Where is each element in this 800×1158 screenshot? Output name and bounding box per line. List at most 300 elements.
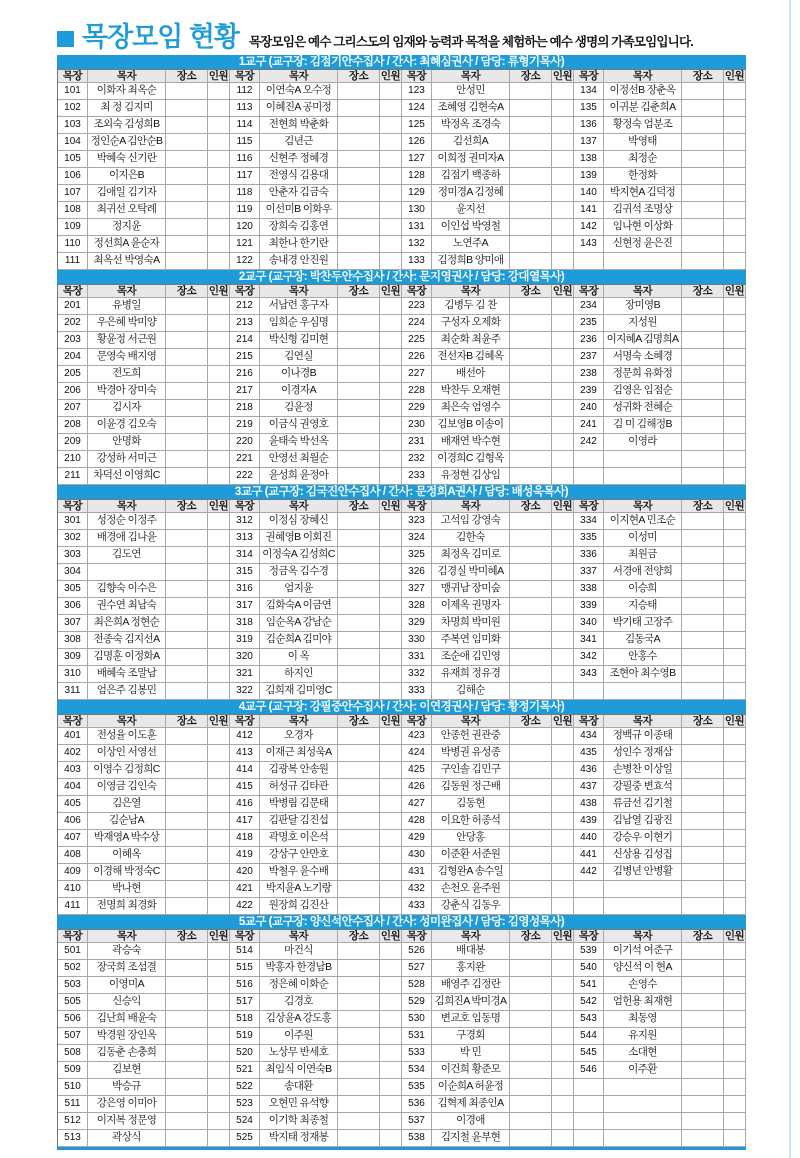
cell-place [166, 847, 208, 864]
cell-no: 225 [402, 332, 432, 349]
cell-name: 최정순 [604, 151, 682, 168]
cell-name: 전종숙 김지선A [88, 632, 166, 649]
cell-count [380, 117, 402, 134]
cell-place [682, 1045, 724, 1062]
cell-place [338, 1045, 380, 1062]
cell-place [510, 451, 552, 468]
cell-name: 조외숙 김성희B [88, 117, 166, 134]
column-header-name: 목자 [260, 715, 338, 728]
cell-place [338, 253, 380, 270]
column-header-place: 장소 [166, 715, 208, 728]
cell-no: 414 [230, 762, 260, 779]
cell-count [552, 219, 574, 236]
column-header-place: 장소 [682, 500, 724, 513]
cell-no: 233 [402, 468, 432, 485]
cell-name: 이귀분 김춘희A [604, 100, 682, 117]
cell-count [380, 649, 402, 666]
cell-no: 221 [230, 451, 260, 468]
cell-count [552, 830, 574, 847]
cell-place [166, 168, 208, 185]
cell-place [682, 236, 724, 253]
cell-no: 428 [402, 813, 432, 830]
cell-place [510, 151, 552, 168]
cell-no: 540 [574, 960, 604, 977]
cell-no: 312 [230, 513, 260, 530]
cell-count [724, 185, 746, 202]
cell-count [208, 830, 230, 847]
cell-place [682, 332, 724, 349]
cell-name: 박지현A 김덕정 [604, 185, 682, 202]
cell-no: 514 [230, 943, 260, 960]
cell-place [510, 349, 552, 366]
cell-count [208, 779, 230, 796]
cell-place [338, 1011, 380, 1028]
cell-count [724, 830, 746, 847]
cell-name: 김지철 윤부현 [432, 1130, 510, 1147]
cell-name: 안종헌 권관중 [432, 728, 510, 745]
cell-no: 409 [58, 864, 88, 881]
column-header-place: 장소 [166, 500, 208, 513]
cell-name: 서경애 전양희 [604, 564, 682, 581]
cell-place [682, 864, 724, 881]
column-header-count: 인원 [380, 70, 401, 82]
column-header-no: 목장 [402, 70, 432, 83]
cell-count [724, 468, 746, 485]
cell-name: 주복연 임미화 [432, 632, 510, 649]
cell-place [338, 1130, 380, 1147]
cell-no: 139 [574, 168, 604, 185]
cell-name: 이요한 허종석 [432, 813, 510, 830]
cell-count [552, 977, 574, 994]
cell-no: 103 [58, 117, 88, 134]
cell-place [682, 762, 724, 779]
cell-name: 정미경A 김정혜 [432, 185, 510, 202]
column-header-name: 목자 [432, 70, 510, 83]
cell-count [208, 796, 230, 813]
column-header-place: 장소 [682, 715, 724, 728]
cell-no: 422 [230, 898, 260, 915]
cell-count [724, 864, 746, 881]
cell-name: 김경실 박미혜A [432, 564, 510, 581]
cell-no: 203 [58, 332, 88, 349]
cell-name: 김순남A [88, 813, 166, 830]
cell-no: 240 [574, 400, 604, 417]
cell-name: 김상윤A 강도홍 [260, 1011, 338, 1028]
cell-no: 330 [402, 632, 432, 649]
cell-place [166, 1130, 208, 1147]
cell-name: 이영수 김정희C [88, 762, 166, 779]
sections-container [57, 55, 746, 1147]
cell-place [682, 977, 724, 994]
cell-no: 301 [58, 513, 88, 530]
cell-no: 228 [402, 383, 432, 400]
cell-count [208, 615, 230, 632]
cell-count [552, 530, 574, 547]
cell-count [380, 547, 402, 564]
cell-no [574, 1096, 604, 1113]
cell-no: 507 [58, 1028, 88, 1045]
cell-place [510, 298, 552, 315]
cell-no: 419 [230, 847, 260, 864]
cell-name: 조현아 최수영B [604, 666, 682, 683]
cell-count [552, 632, 574, 649]
cell-name: 맹귀남 장미숲 [432, 581, 510, 598]
cell-place [338, 994, 380, 1011]
cell-no: 418 [230, 830, 260, 847]
cell-place [510, 960, 552, 977]
cell-no: 237 [574, 349, 604, 366]
cell-no: 201 [58, 298, 88, 315]
cell-name: 강성하 서미근 [88, 451, 166, 468]
cell-no: 325 [402, 547, 432, 564]
title-row [57, 14, 746, 52]
cell-count [724, 168, 746, 185]
cell-place [338, 134, 380, 151]
cell-no: 420 [230, 864, 260, 881]
column-header-count: 인원 [208, 500, 229, 512]
cell-count [208, 1096, 230, 1113]
cell-place [682, 100, 724, 117]
cell-name: 이선미B 이화우 [260, 202, 338, 219]
cell-count [380, 451, 402, 468]
cell-name: 박기태 고장주 [604, 615, 682, 632]
cell-name: 노연주A [432, 236, 510, 253]
cell-no: 137 [574, 134, 604, 151]
cell-no [574, 451, 604, 468]
cell-count [208, 100, 230, 117]
cell-no: 319 [230, 632, 260, 649]
cell-place [510, 434, 552, 451]
cell-place [338, 168, 380, 185]
cell-count [380, 417, 402, 434]
cell-no: 429 [402, 830, 432, 847]
cell-place [166, 400, 208, 417]
cell-count [724, 349, 746, 366]
cell-count [552, 100, 574, 117]
column-header-name: 목자 [604, 715, 682, 728]
cell-count [380, 100, 402, 117]
cell-name: 우은혜 박미양 [88, 315, 166, 332]
column-header-no: 목장 [402, 500, 432, 513]
cell-count [208, 298, 230, 315]
cell-count [380, 1130, 402, 1147]
cell-name: 박혜숙 신기란 [88, 151, 166, 168]
cell-name: 박신형 김미현 [260, 332, 338, 349]
cell-place [338, 960, 380, 977]
cell-no: 537 [402, 1113, 432, 1130]
cell-count [552, 468, 574, 485]
cell-count [380, 83, 402, 100]
cell-place [166, 1045, 208, 1062]
cell-no: 242 [574, 434, 604, 451]
cell-no: 434 [574, 728, 604, 745]
cell-count [208, 564, 230, 581]
cell-name: 신상용 김성집 [604, 847, 682, 864]
cell-place [510, 185, 552, 202]
cell-count [724, 632, 746, 649]
column-header-place: 장소 [166, 285, 208, 298]
cell-no: 323 [402, 513, 432, 530]
cell-name: 임희순 우심명 [260, 315, 338, 332]
column-header-place: 장소 [338, 500, 380, 513]
cell-no: 535 [402, 1079, 432, 1096]
cell-no: 426 [402, 779, 432, 796]
cell-place [166, 468, 208, 485]
column-header-place: 장소 [510, 930, 552, 943]
cell-no: 326 [402, 564, 432, 581]
cell-place [510, 168, 552, 185]
cell-place [682, 813, 724, 830]
cell-place [682, 134, 724, 151]
cell-count [208, 649, 230, 666]
cell-count [724, 666, 746, 683]
cell-count [724, 1113, 746, 1130]
cell-count [380, 253, 402, 270]
cell-name: 전명희 최경화 [88, 898, 166, 915]
cell-place [338, 219, 380, 236]
cell-name [604, 898, 682, 915]
cell-count [724, 298, 746, 315]
cell-name: 전선자B 김혜옥 [432, 349, 510, 366]
cell-name: 오현민 유석향 [260, 1096, 338, 1113]
cell-count [208, 253, 230, 270]
cell-count [552, 960, 574, 977]
cell-no: 431 [402, 864, 432, 881]
column-header-count: 인원 [380, 715, 401, 727]
cell-place [510, 468, 552, 485]
cell-name: 이경애 [432, 1113, 510, 1130]
cell-place [338, 847, 380, 864]
cell-name: 최한나 한기란 [260, 236, 338, 253]
cell-place [510, 779, 552, 796]
cell-no: 140 [574, 185, 604, 202]
cell-no: 515 [230, 960, 260, 977]
cell-name: 김남열 김광진 [604, 813, 682, 830]
cell-no: 212 [230, 298, 260, 315]
cell-no: 235 [574, 315, 604, 332]
cell-no: 130 [402, 202, 432, 219]
cell-name: 성인수 정재삼 [604, 745, 682, 762]
cell-place [682, 83, 724, 100]
cell-place [682, 994, 724, 1011]
cell-no: 205 [58, 366, 88, 383]
cell-count [208, 547, 230, 564]
cell-no: 544 [574, 1028, 604, 1045]
cell-no: 135 [574, 100, 604, 117]
cell-count [208, 219, 230, 236]
column-header-no: 목장 [58, 715, 88, 728]
cell-no: 121 [230, 236, 260, 253]
cell-place [510, 383, 552, 400]
cell-count [208, 1079, 230, 1096]
cell-place [166, 530, 208, 547]
cell-name: 배선아 [432, 366, 510, 383]
cell-count [380, 564, 402, 581]
cell-no: 522 [230, 1079, 260, 1096]
cell-place [338, 185, 380, 202]
column-header-no: 목장 [58, 930, 88, 943]
cell-place [166, 298, 208, 315]
cell-name: 배혜숙 조말남 [88, 666, 166, 683]
cell-count [724, 253, 746, 270]
cell-count [552, 202, 574, 219]
cell-count [552, 315, 574, 332]
cell-no: 239 [574, 383, 604, 400]
cell-place [338, 468, 380, 485]
cell-place [338, 202, 380, 219]
cell-place [682, 745, 724, 762]
cell-name: 박홍자 한경남B [260, 960, 338, 977]
cell-place [510, 202, 552, 219]
cell-place [166, 598, 208, 615]
cell-no: 116 [230, 151, 260, 168]
cell-name: 박승규 [88, 1079, 166, 1096]
column-header-no: 목장 [402, 285, 432, 298]
cell-count [552, 1130, 574, 1147]
cell-no: 430 [402, 847, 432, 864]
cell-no: 523 [230, 1096, 260, 1113]
cell-count [552, 298, 574, 315]
cell-count [208, 683, 230, 700]
cell-place [338, 615, 380, 632]
cell-name: 배대봉 [432, 943, 510, 960]
cell-name: 이지복 정문영 [88, 1113, 166, 1130]
column-header-count: 인원 [552, 500, 573, 512]
cell-no: 127 [402, 151, 432, 168]
cell-count [380, 298, 402, 315]
cell-place [166, 1079, 208, 1096]
cell-count [552, 253, 574, 270]
cell-no: 340 [574, 615, 604, 632]
cell-name: 구경회 [432, 1028, 510, 1045]
district-header-bar: 2교구 (교구장: 박찬두안수집사 / 간사: 문지영권사 / 담당: 강대열목사) [57, 270, 746, 284]
cell-name [88, 564, 166, 581]
cell-name: 엄헌용 최재현 [604, 994, 682, 1011]
column-header-no: 목장 [402, 930, 432, 943]
column-header-count: 인원 [208, 715, 229, 727]
cell-name: 지성원 [604, 315, 682, 332]
cell-count [208, 513, 230, 530]
cell-name: 이상인 서영선 [88, 745, 166, 762]
cell-name: 강필중 변효석 [604, 779, 682, 796]
cell-count [208, 168, 230, 185]
cell-name: 정선희A 윤순자 [88, 236, 166, 253]
cell-count [724, 151, 746, 168]
cell-place [682, 632, 724, 649]
column-header-no: 목장 [230, 930, 260, 943]
cell-no: 136 [574, 117, 604, 134]
cell-name: 권수연 최남숙 [88, 598, 166, 615]
cell-count [208, 943, 230, 960]
cell-count [552, 615, 574, 632]
cell-count [724, 383, 746, 400]
cell-no: 134 [574, 83, 604, 100]
cell-name: 허성규 김타관 [260, 779, 338, 796]
cell-no: 410 [58, 881, 88, 898]
column-header-count: 인원 [724, 500, 745, 512]
roster-grid [57, 714, 746, 915]
cell-name: 고석임 강영숙 [432, 513, 510, 530]
cell-place [682, 1062, 724, 1079]
cell-count [208, 117, 230, 134]
cell-name: 김 미 김해정B [604, 417, 682, 434]
cell-no: 505 [58, 994, 88, 1011]
cell-no: 226 [402, 349, 432, 366]
cell-no: 404 [58, 779, 88, 796]
cell-name: 전도희 [88, 366, 166, 383]
cell-place [338, 349, 380, 366]
cell-name: 최원금 [604, 547, 682, 564]
cell-name: 송대환 [260, 1079, 338, 1096]
cell-no: 306 [58, 598, 88, 615]
cell-place [510, 134, 552, 151]
cell-count [208, 83, 230, 100]
cell-count [724, 1130, 746, 1147]
column-header-count: 인원 [724, 285, 745, 297]
cell-count [380, 960, 402, 977]
cell-name: 이 옥 [260, 649, 338, 666]
cell-count [552, 796, 574, 813]
column-header-count: 인원 [724, 70, 745, 82]
column-header-place: 장소 [682, 285, 724, 298]
cell-no: 529 [402, 994, 432, 1011]
district-header-bar: 1교구 (교구장: 김점기안수집사 / 간사: 최혜심권사 / 담당: 류형기목사) [57, 55, 746, 69]
cell-place [166, 898, 208, 915]
cell-count [724, 83, 746, 100]
cell-count [552, 943, 574, 960]
cell-no: 102 [58, 100, 88, 117]
cell-name: 김화숙A 이금연 [260, 598, 338, 615]
cell-no [574, 1113, 604, 1130]
cell-no: 509 [58, 1062, 88, 1079]
cell-name: 이연숙A 오수정 [260, 83, 338, 100]
cell-place [682, 1130, 724, 1147]
cell-count [724, 615, 746, 632]
cell-count [552, 151, 574, 168]
cell-no: 211 [58, 468, 88, 485]
cell-place [682, 615, 724, 632]
cell-count [552, 813, 574, 830]
cell-place [682, 1113, 724, 1130]
cell-count [724, 598, 746, 615]
cell-place [510, 1028, 552, 1045]
column-header-place: 장소 [166, 70, 208, 83]
cell-count [380, 219, 402, 236]
column-header-name: 목자 [604, 285, 682, 298]
cell-name: 곽승숙 [88, 943, 166, 960]
cell-place [166, 615, 208, 632]
cell-place [682, 847, 724, 864]
cell-count [208, 745, 230, 762]
cell-place [338, 632, 380, 649]
cell-place [510, 1113, 552, 1130]
cell-no: 143 [574, 236, 604, 253]
cell-place [338, 864, 380, 881]
cell-place [166, 1096, 208, 1113]
cell-count [552, 547, 574, 564]
cell-no: 543 [574, 1011, 604, 1028]
cell-place [338, 943, 380, 960]
cell-count [208, 134, 230, 151]
roster-grid [57, 69, 746, 270]
cell-name: 이성미 [604, 530, 682, 547]
cell-place [166, 994, 208, 1011]
cell-place [338, 881, 380, 898]
cell-name: 엄지윤 [260, 581, 338, 598]
cell-place [510, 762, 552, 779]
cell-name: 안영선 최월순 [260, 451, 338, 468]
column-header-place: 장소 [338, 70, 380, 83]
